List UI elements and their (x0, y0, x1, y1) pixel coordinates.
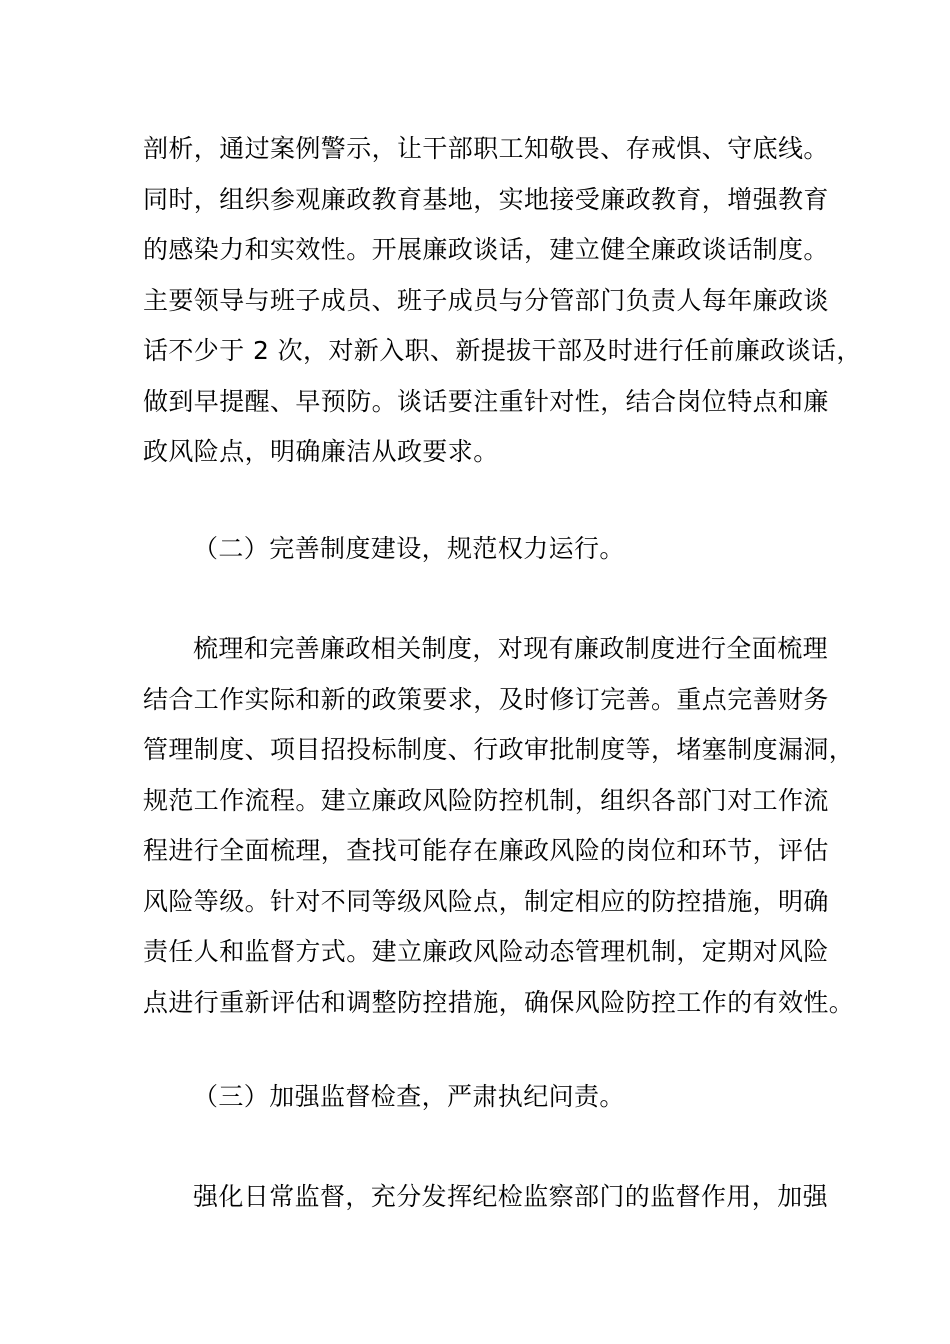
text-line: 剖析，通过案例警示，让干部职工知敬畏、存戒惧、守底线。 (143, 134, 829, 163)
text-line: 责任人和监督方式。建立廉政风险动态管理机制，定期对风险 (143, 937, 829, 966)
text-line: 主要领导与班子成员、班子成员与分管部门负责人每年廉政谈 (143, 285, 829, 315)
section-heading-3: （三）加强监督检查，严肃执纪问责。 (193, 1082, 625, 1111)
text-line: 的感染力和实效性。开展廉政谈话，建立健全廉政谈话制度。 (143, 235, 829, 264)
paragraph-2 (143, 624, 855, 1028)
text-line: 规范工作流程。建立廉政风险防控机制，组织各部门对工作流 (143, 785, 829, 815)
paragraph-1 (143, 124, 862, 478)
paragraph-3 (143, 1172, 829, 1223)
text-line: 做到早提醒、早预防。谈话要注重针对性，结合岗位特点和廉 (143, 386, 829, 416)
section-heading-2: （二）完善制度建设，规范权力运行。 (193, 534, 625, 563)
text-line: 程进行全面梳理，查找可能存在廉政风险的岗位和环节，评估 (143, 836, 829, 865)
text-line: 政风险点，明确廉洁从政要求。 (143, 437, 499, 466)
text-line: 话不少于 2 次，对新入职、新提拔干部及时进行任前廉政谈话， (143, 336, 862, 365)
text-line: 点进行重新评估和调整防控措施，确保风险防控工作的有效性。 (143, 987, 855, 1017)
text-line: 同时，组织参观廉政教育基地，实地接受廉政教育，增强教育 (143, 184, 829, 214)
text-line: 梳理和完善廉政相关制度，对现有廉政制度进行全面梳理 (193, 634, 829, 663)
text-line: 强化日常监督，充分发挥纪检监察部门的监督作用，加强 (193, 1182, 829, 1211)
text-line: 风险等级。针对不同等级风险点，制定相应的防控措施，明确 (143, 886, 829, 916)
text-line: 结合工作实际和新的政策要求，及时修订完善。重点完善财务 (143, 684, 829, 714)
text-line: 管理制度、项目招投标制度、行政审批制度等，堵塞制度漏洞， (143, 735, 855, 764)
